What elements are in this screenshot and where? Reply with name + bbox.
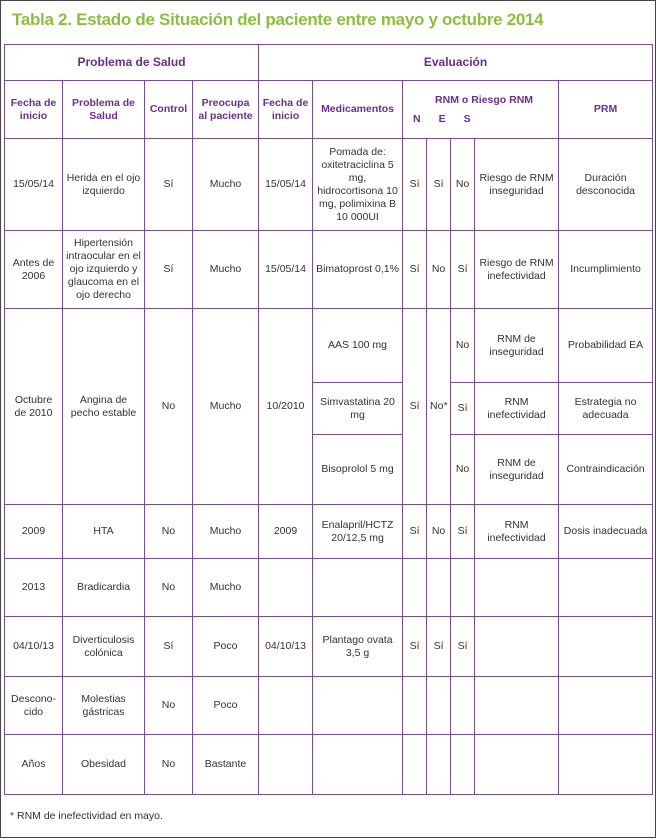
cell-fecha: 2013	[5, 559, 63, 617]
cell-control: No	[145, 559, 193, 617]
cell-s: No	[451, 309, 475, 383]
cell-preocupa: Mucho	[193, 559, 259, 617]
cell-prm: Estrategia no adecuada	[559, 383, 653, 435]
cell-control: Sí	[145, 231, 193, 309]
column-header-row	[5, 81, 653, 139]
cell-prm: Contraindicación	[559, 435, 653, 505]
header-medicamentos: Medicamentos	[313, 81, 403, 139]
cell-fecha-2: 04/10/13	[259, 617, 313, 677]
table-row	[5, 559, 653, 617]
cell-n: Sí	[403, 617, 427, 677]
cell-n	[403, 677, 427, 735]
header-e: E	[438, 112, 446, 125]
cell-prm	[559, 559, 653, 617]
section-header-row	[5, 45, 653, 81]
cell-preocupa: Poco	[193, 617, 259, 677]
cell-n	[403, 559, 427, 617]
cell-control: No	[145, 677, 193, 735]
table-row	[5, 617, 653, 677]
cell-prm	[559, 735, 653, 795]
cell-preocupa: Mucho	[193, 231, 259, 309]
cell-e: Sí	[427, 139, 451, 231]
cell-fecha-2	[259, 559, 313, 617]
cell-control: No	[145, 505, 193, 559]
table-row	[5, 677, 653, 735]
cell-s: Sí	[451, 505, 475, 559]
table-row	[5, 309, 653, 383]
table-label: Tabla 2.	[12, 10, 72, 29]
section-evaluacion: Evaluación	[259, 45, 653, 81]
section-problema-salud: Problema de Salud	[5, 45, 259, 81]
cell-fecha: 2009	[5, 505, 63, 559]
table-title	[12, 10, 543, 30]
cell-control: Sí	[145, 139, 193, 231]
header-rnm	[403, 81, 559, 139]
cell-e: No	[427, 231, 451, 309]
cell-problema: Obesidad	[63, 735, 145, 795]
cell-medicamento	[313, 677, 403, 735]
cell-e: Sí	[427, 617, 451, 677]
cell-fecha: Descono-cido	[5, 677, 63, 735]
cell-n: Sí	[403, 505, 427, 559]
cell-prm: Dosis inadecuada	[559, 505, 653, 559]
cell-rnm-desc: Riesgo de RNM inseguridad	[475, 139, 559, 231]
cell-e	[427, 735, 451, 795]
cell-rnm-desc: RNM de inseguridad	[475, 309, 559, 383]
cell-medicamento: Pomada de: oxitetraciclina 5 mg, hidrocortisona 10 mg, polimixina B 10 000UI	[313, 139, 403, 231]
header-fecha-inicio: Fecha de inicio	[5, 81, 63, 139]
cell-prm: Incumplimiento	[559, 231, 653, 309]
cell-prm	[559, 617, 653, 677]
cell-s: Sí	[451, 383, 475, 435]
cell-problema: Bradicardia	[63, 559, 145, 617]
cell-s	[451, 559, 475, 617]
cell-medicamento: Enalapril/HCTZ 20/12,5 mg	[313, 505, 403, 559]
cell-rnm-desc	[475, 559, 559, 617]
cell-e: No*	[427, 309, 451, 505]
header-fecha-inicio-2: Fecha de inicio	[259, 81, 313, 139]
cell-s: Sí	[451, 617, 475, 677]
cell-problema: Hipertensión intraocular en el ojo izquierdo y glaucoma en el ojo derecho	[63, 231, 145, 309]
cell-control: Sí	[145, 617, 193, 677]
cell-n: Sí	[403, 231, 427, 309]
cell-fecha-2	[259, 735, 313, 795]
cell-s: No	[451, 139, 475, 231]
cell-control: No	[145, 309, 193, 505]
cell-preocupa: Mucho	[193, 309, 259, 505]
cell-preocupa: Mucho	[193, 139, 259, 231]
cell-s: No	[451, 435, 475, 505]
cell-prm	[559, 677, 653, 735]
header-rnm-title: RNM o Riesgo RNM	[435, 93, 534, 106]
cell-prm: Probabilidad EA	[559, 309, 653, 383]
cell-e	[427, 677, 451, 735]
cell-problema: Herida en el ojo izquierdo	[63, 139, 145, 231]
cell-rnm-desc: RNM inefectividad	[475, 383, 559, 435]
cell-e	[427, 559, 451, 617]
cell-fecha-2: 10/2010	[259, 309, 313, 505]
cell-fecha: Antes de 2006	[5, 231, 63, 309]
cell-fecha: 15/05/14	[5, 139, 63, 231]
cell-fecha: Octubre de 2010	[5, 309, 63, 505]
table-title-text: Estado de Situación del paciente entre mayo y octubre 2014	[76, 10, 544, 29]
cell-problema: Diverticulosis colónica	[63, 617, 145, 677]
cell-e: No	[427, 505, 451, 559]
cell-fecha-2: 2009	[259, 505, 313, 559]
header-problema: Problema de Salud	[63, 81, 145, 139]
table-row	[5, 139, 653, 231]
footnote: * RNM de inefectividad en mayo.	[10, 810, 163, 822]
cell-preocupa: Bastante	[193, 735, 259, 795]
cell-n	[403, 735, 427, 795]
cell-preocupa: Mucho	[193, 505, 259, 559]
cell-medicamento: Bisoprolol 5 mg	[313, 435, 403, 505]
cell-medicamento: AAS 100 mg	[313, 309, 403, 383]
status-table	[4, 44, 653, 795]
cell-n: Sí	[403, 139, 427, 231]
header-preocupa: Preocupa al paciente	[193, 81, 259, 139]
cell-rnm-desc: Riesgo de RNM inefectividad	[475, 231, 559, 309]
cell-rnm-desc: RNM inefectividad	[475, 505, 559, 559]
header-n: N	[413, 112, 421, 125]
cell-prm: Duración desconocida	[559, 139, 653, 231]
cell-problema: Molestias gástricas	[63, 677, 145, 735]
cell-fecha: 04/10/13	[5, 617, 63, 677]
cell-problema: Angina de pecho estable	[63, 309, 145, 505]
table-row	[5, 505, 653, 559]
cell-s: Sí	[451, 231, 475, 309]
cell-s	[451, 735, 475, 795]
cell-n: Sí	[403, 309, 427, 505]
table-row	[5, 231, 653, 309]
cell-medicamento: Bimatoprost 0,1%	[313, 231, 403, 309]
header-control: Control	[145, 81, 193, 139]
cell-control: No	[145, 735, 193, 795]
cell-s	[451, 677, 475, 735]
cell-fecha-2	[259, 677, 313, 735]
cell-preocupa: Poco	[193, 677, 259, 735]
cell-fecha-2: 15/05/14	[259, 139, 313, 231]
cell-rnm-desc: RNM de inseguridad	[475, 435, 559, 505]
cell-medicamento	[313, 559, 403, 617]
cell-rnm-desc	[475, 677, 559, 735]
cell-fecha-2: 15/05/14	[259, 231, 313, 309]
cell-medicamento: Simvastatina 20 mg	[313, 383, 403, 435]
cell-medicamento	[313, 735, 403, 795]
cell-rnm-desc	[475, 617, 559, 677]
cell-problema: HTA	[63, 505, 145, 559]
cell-rnm-desc	[475, 735, 559, 795]
header-prm: PRM	[559, 81, 653, 139]
header-s: S	[463, 112, 471, 125]
cell-fecha: Años	[5, 735, 63, 795]
table-row	[5, 735, 653, 795]
cell-medicamento: Plantago ovata 3,5 g	[313, 617, 403, 677]
